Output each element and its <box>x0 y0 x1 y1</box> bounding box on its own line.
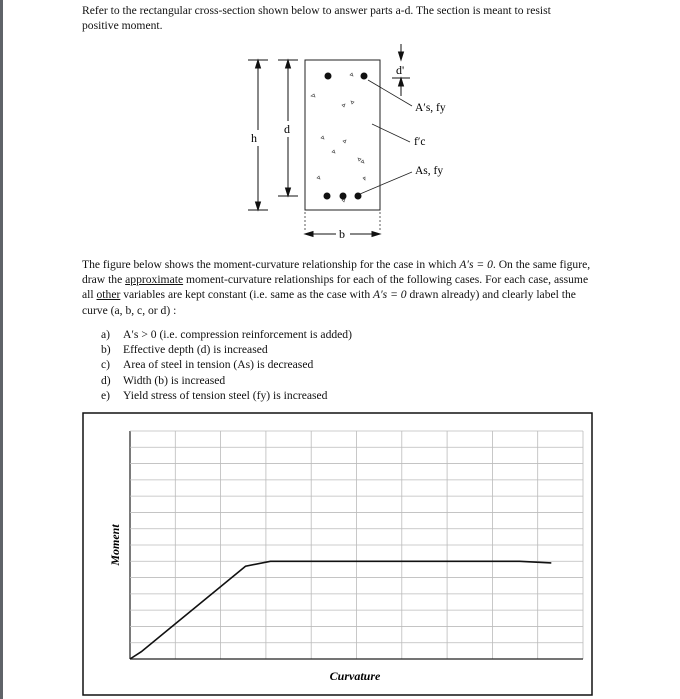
case-key: c) <box>101 358 111 372</box>
d-prime-label: d' <box>396 63 405 77</box>
case-key: e) <box>101 388 111 402</box>
comp-steel-label: A′s, fy <box>415 102 446 114</box>
case-text: Effective depth (d) is increased <box>123 343 268 357</box>
concrete-label: f′c <box>414 136 426 148</box>
y-axis-label: Moment <box>108 524 122 566</box>
b-label: b <box>339 227 345 241</box>
para-text: The figure below shows the moment-curvature relationship for the case in which <box>82 258 460 271</box>
case-key: a) <box>101 328 111 341</box>
tension-steel-label: As, fy <box>415 165 444 177</box>
para-underlined: approximate <box>125 273 184 287</box>
x-axis-label: Curvature <box>329 669 381 683</box>
para-underlined: other <box>96 288 121 302</box>
para-math: A′s = 0 <box>459 258 493 271</box>
case-key: d) <box>101 373 111 387</box>
case-text: Area of steel in tension (As) is decreased <box>123 358 314 372</box>
intro-line-2: positive moment. <box>82 19 163 33</box>
case-key: b) <box>101 343 111 357</box>
para-math: A′s = 0 <box>373 288 407 302</box>
para-text: variables are kept constant (i.e. same as the case with <box>120 288 374 302</box>
chart-frame <box>83 413 592 695</box>
para-text: drawn already) and clearly label the curve (a, b, c, or d) : <box>82 288 576 317</box>
h-label: h <box>251 131 257 145</box>
para-text: . On the same figure, draw the <box>82 258 591 287</box>
d-label: d <box>284 122 290 136</box>
intro-line-1: Refer to the rectangular cross-section shown below to answer parts a-d. The section is meant to resist <box>82 4 551 17</box>
para-text: moment-curvature relationships for each of the following cases. For each case, assume all <box>82 273 589 302</box>
case-text: Width (b) is increased <box>123 373 226 387</box>
chart-grid <box>130 431 583 659</box>
case-text: A′s > 0 (i.e. compression reinforcement is added) <box>123 328 352 341</box>
case-text: Yield stress of tension steel (fy) is increased <box>123 388 328 402</box>
